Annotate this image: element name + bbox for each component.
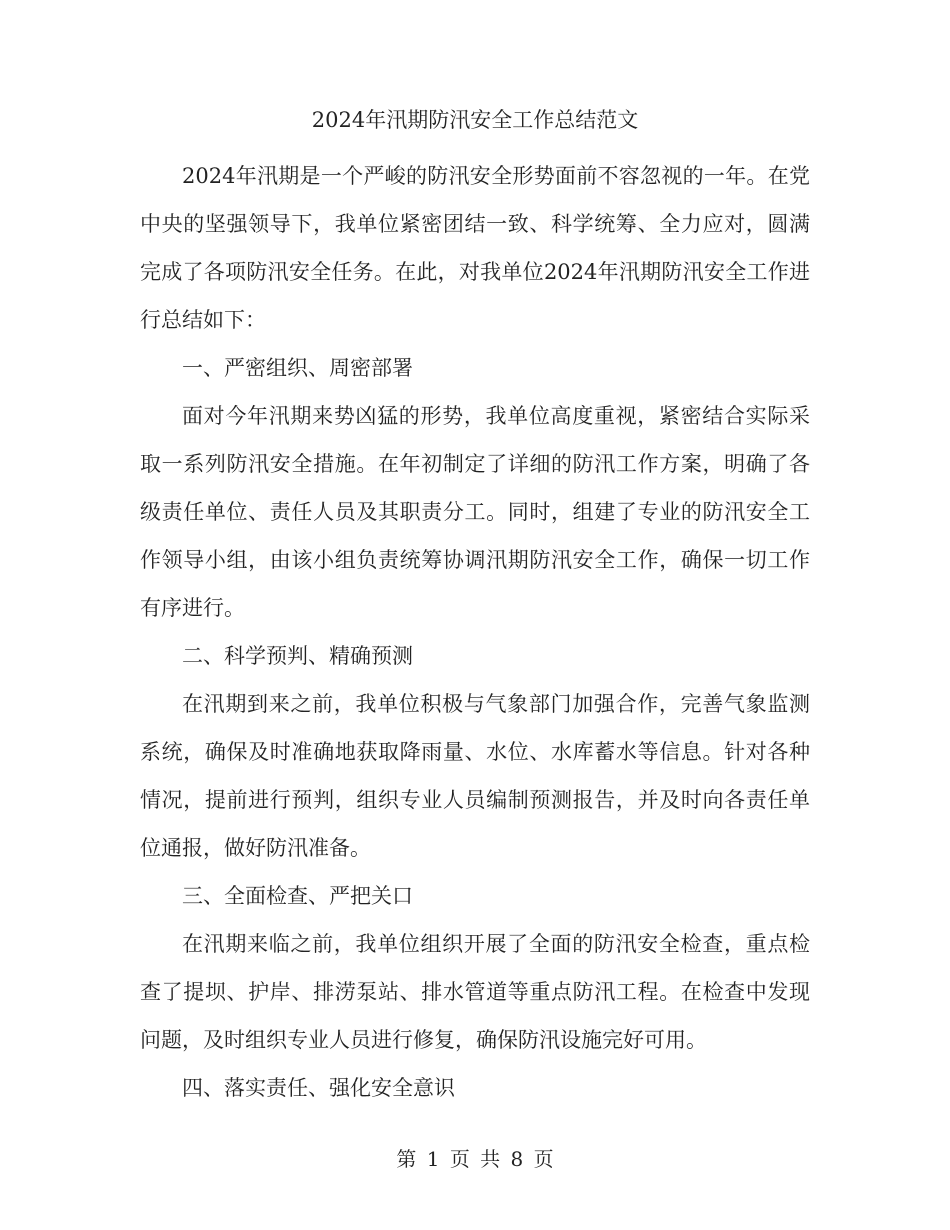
document-body xyxy=(140,152,810,1112)
intro-paragraph: 2024年汛期是一个严峻的防汛安全形势面前不容忽视的一年。在党中央的坚强领导下，我单位紧密团结一致、科学统筹、全力应对，圆满完成了各项防汛安全任务。在此，对我单位2024年汛期防汛安全工作进行总结如下： xyxy=(140,164,810,332)
section-paragraph-3: 在汛期来临之前，我单位组织开展了全面的防汛安全检查，重点检查了提坝、护岸、排涝泵站、排水管道等重点防汛工程。在检查中发现问题，及时组织专业人员进行修复，确保防汛设施完好可用。 xyxy=(140,932,810,1052)
section-heading-3: 三、全面检查、严把关口 xyxy=(182,884,413,908)
page-number-footer: 第 1 页 共 8 页 xyxy=(396,1147,554,1171)
section-heading-1: 一、严密组织、周密部署 xyxy=(182,356,413,380)
section-heading-4: 四、落实责任、强化安全意识 xyxy=(182,1076,455,1100)
document-title: 2024年汛期防汛安全工作总结范文 xyxy=(311,108,639,132)
section-paragraph-1: 面对今年汛期来势凶猛的形势，我单位高度重视，紧密结合实际采取一系列防汛安全措施。在年初制定了详细的防汛工作方案，明确了各级责任单位、责任人员及其职责分工。同时，组建了专业的防汛安全工作领导小组，由该小组负责统筹协调汛期防汛安全工作，确保一切工作有序进行。 xyxy=(140,404,810,620)
section-heading-2: 二、科学预判、精确预测 xyxy=(182,644,413,668)
section-paragraph-2: 在汛期到来之前，我单位积极与气象部门加强合作，完善气象监测系统，确保及时准确地获取降雨量、水位、水库蓄水等信息。针对各种情况，提前进行预判，组织专业人员编制预测报告，并及时向各责任单位通报，做好防汛准备。 xyxy=(140,692,810,860)
